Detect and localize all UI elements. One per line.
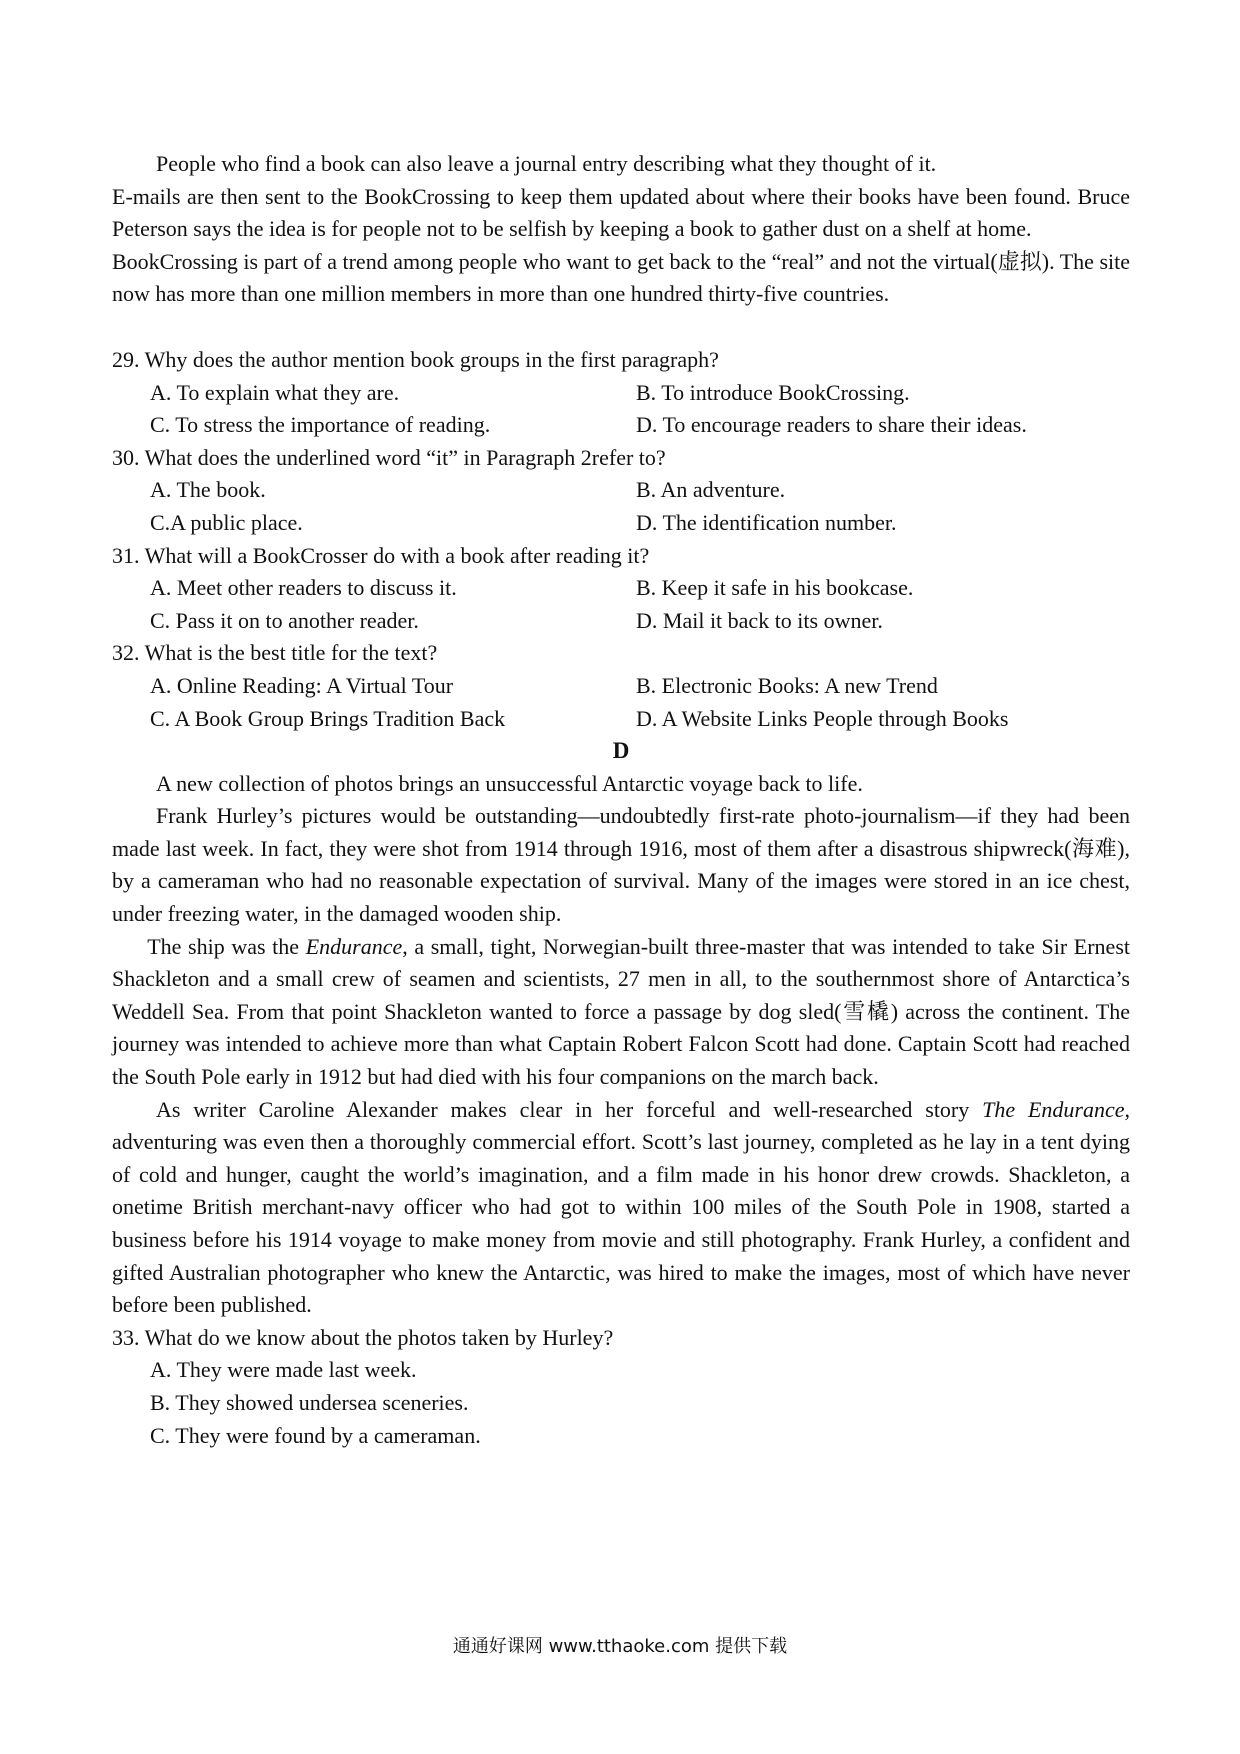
option-d: D. The identification number. (636, 509, 897, 535)
option-row (112, 409, 1130, 442)
section-d-heading: D (612, 738, 630, 764)
option-b: B. An adventure. (636, 477, 786, 503)
option-row (112, 507, 1130, 540)
ship-name: Endurance (305, 933, 403, 959)
option-row (112, 572, 1130, 605)
option-b: B. They showed undersea sceneries. (150, 1389, 469, 1415)
question-stem: 31. What will a BookCrosser do with a book after reading it? (112, 542, 650, 568)
text-run: , adventuring was even then a thoroughly commercial effort. Scott’s last journey, completed as he lay in a tent dying of cold and hunger, caught the world’s imagination, and a film made in his honor drew crowds. Shackleton, a onetime British merchant-navy officer who had got to within 100 miles of the South Pole in 1908, started a business before his 1914 voyage to make money from movie and still photography. Frank Hurley, a confident and gifted Australian photographer who knew the Antarctic, was hired to make the images, most of which have never before been published. (112, 1096, 1131, 1318)
option-d: D. To encourage readers to share their ideas. (636, 412, 1027, 438)
text-run: As writer Caroline Alexander makes clear in her forceful and well-researched story (156, 1096, 983, 1122)
question-32 (112, 637, 1130, 735)
option-c: C. Pass it on to another reader. (150, 607, 419, 633)
passage-d-paragraph-3 (112, 931, 1130, 1094)
question-31 (112, 540, 1130, 638)
text-run: , a small, tight, Norwegian-built three-master that was intended to take Sir Ernest Shackleton and a small crew of seamen and scientists, 27 men in all, to the southernmost shore of Antarctica’s Weddell Sea. From that point Shackleton wanted to force a passage by dog sled(雪橇) across the continent. The journey was intended to achieve more than what Captain Robert Falcon Scott had done. Captain Scott had reached the South Pole early in 1912 but had died with his four companions on the march back. (112, 933, 1130, 1090)
option-row (112, 377, 1130, 410)
passage-d-paragraph-4 (112, 1094, 1130, 1322)
question-stem: 32. What is the best title for the text? (112, 640, 438, 666)
option-a: A. The book. (150, 477, 266, 503)
option-row (112, 474, 1130, 507)
option-row (112, 605, 1130, 638)
option-c: C.A public place. (150, 509, 303, 535)
passage-d-paragraph-2: Frank Hurley’s pictures would be outstanding—undoubtedly first-rate photo-journalism—if they had been made last week. In fact, they were shot from 1914 through 1916, most of them after a disastrous shipwreck(海难), by a cameraman who had no reasonable expectation of survival. Many of the images were stored in an ice chest, under freezing water, in the damaged wooden ship. (112, 803, 1130, 927)
passage-c-paragraph-2: E-mails are then sent to the BookCrossing to keep them updated about where their books have been found. Bruce Peterson says the idea is for people not to be selfish by keeping a book to gather dust on a shelf at home. (112, 183, 1130, 242)
option-b: B. Electronic Books: A new Trend (636, 672, 938, 698)
question-stem: 29. Why does the author mention book groups in the first paragraph? (112, 346, 719, 372)
option-a: A. Meet other readers to discuss it. (150, 575, 457, 601)
book-title: The Endurance (982, 1096, 1125, 1122)
option-row (112, 703, 1130, 736)
option-a: A. Online Reading: A Virtual Tour (150, 672, 454, 698)
spacer (112, 311, 1130, 344)
passage-c-paragraph-3: BookCrossing is part of a trend among people who want to get back to the “real” and not the virtual(虚拟). The site now has more than one million members in more than one hundred thirty-five countries. (112, 248, 1130, 307)
passage-c-paragraph-1: People who find a book can also leave a journal entry describing what they thought of it. (156, 151, 937, 176)
option-c: C. A Book Group Brings Tradition Back (150, 705, 506, 731)
page-footer: 通通好课网 www.tthaoke.com 提供下载 (452, 1636, 788, 1657)
question-29 (112, 344, 1130, 442)
question-stem: 30. What does the underlined word “it” in Paragraph 2refer to? (112, 444, 666, 470)
passage-d-paragraph-1: A new collection of photos brings an unsuccessful Antarctic voyage back to life. (156, 770, 863, 796)
option-d: D. A Website Links People through Books (636, 705, 1009, 731)
question-33 (112, 1322, 1130, 1452)
document-page (112, 148, 1130, 1452)
option-row (112, 670, 1130, 703)
option-a: A. They were made last week. (150, 1357, 417, 1383)
question-stem: 33. What do we know about the photos taken by Hurley? (112, 1324, 614, 1350)
option-c: C. To stress the importance of reading. (150, 412, 491, 438)
option-d: D. Mail it back to its owner. (636, 607, 883, 633)
option-b: B. To introduce BookCrossing. (636, 379, 910, 405)
option-a: A. To explain what they are. (150, 379, 400, 405)
text-run: The ship was the (147, 933, 306, 959)
question-30 (112, 442, 1130, 540)
option-b: B. Keep it safe in his bookcase. (636, 575, 914, 601)
option-c: C. They were found by a cameraman. (150, 1422, 481, 1448)
